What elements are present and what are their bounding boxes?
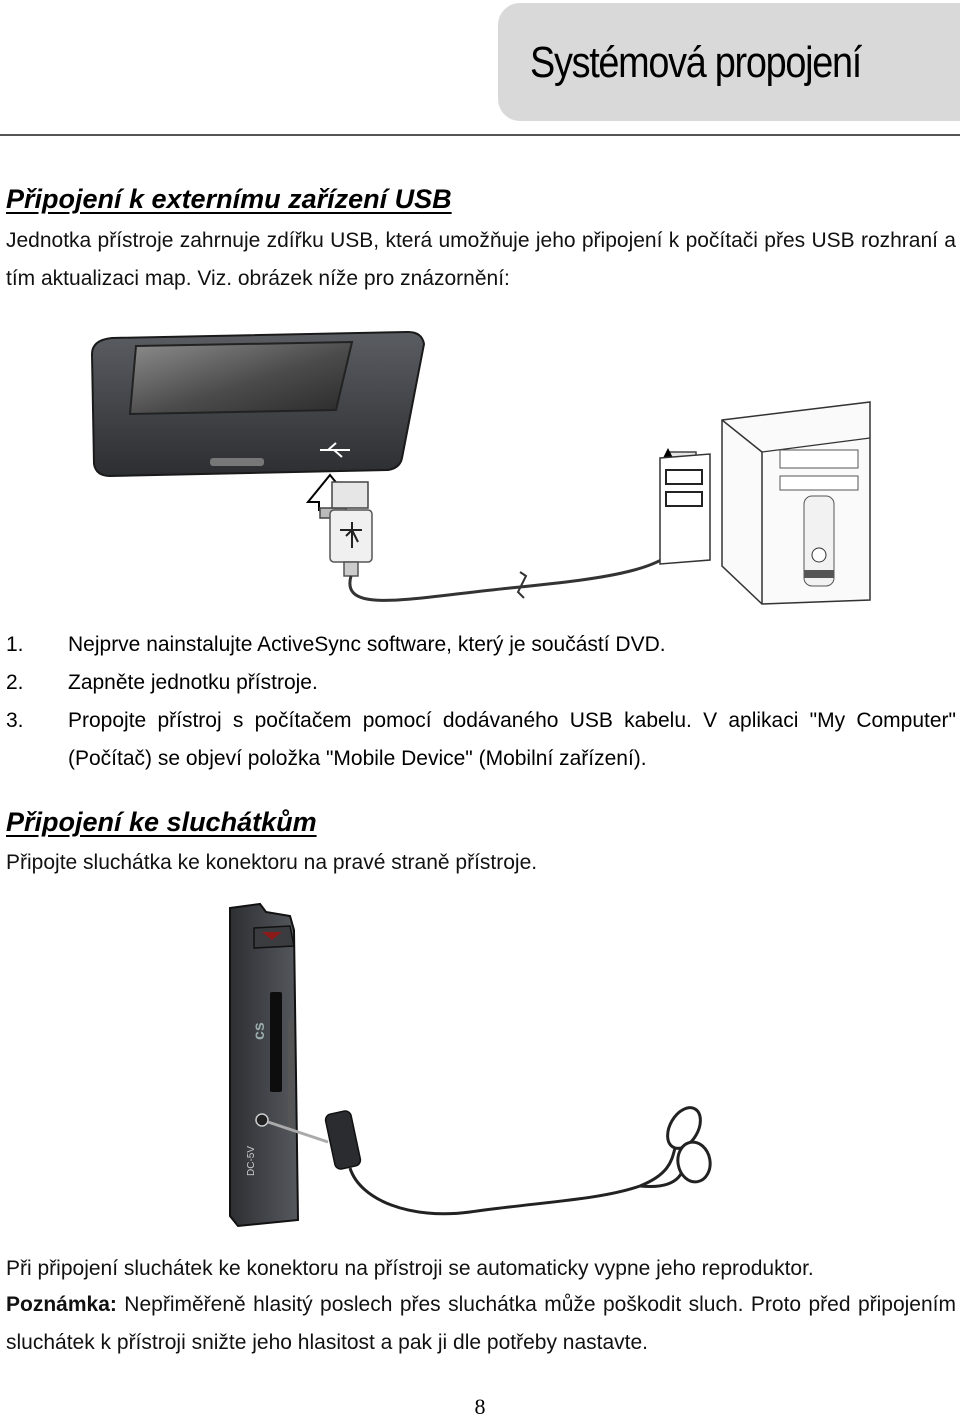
gps-device-image — [92, 332, 424, 476]
headphone-cable-line — [350, 1136, 680, 1214]
list-item — [6, 664, 956, 702]
step-number: 1. — [6, 633, 24, 656]
svg-text:cs: cs — [251, 1022, 268, 1040]
page-title: Systémová propojení — [530, 38, 861, 87]
device-side-view-image — [230, 904, 298, 1226]
usb-connection-illustration — [90, 330, 880, 610]
note-text: Nepřiměřeně hlasitý poslech přes sluchátka může poškodit sluch. Proto před připojením sluchátek k přístroji snižte jeho hlasitost a pak ji dle potřeby nastavte. — [6, 1293, 956, 1354]
list-item — [6, 626, 956, 664]
header-divider — [0, 134, 960, 136]
desktop-computer-image — [722, 402, 870, 604]
headphone-section-heading: Připojení ke sluchátkům — [6, 807, 317, 837]
note-label: Poznámka: — [6, 1293, 117, 1316]
earbuds-image — [661, 1102, 713, 1185]
headphone-info-text: Při připojení sluchátek ke konektoru na přístroji se automaticky vypne jeho reproduktor. — [6, 1257, 814, 1280]
svg-text:DC-5V: DC-5V — [246, 1145, 257, 1176]
headphone-intro-text: Připojte sluchátka ke konektoru na pravé straně přístroje. — [6, 851, 538, 874]
headphone-note — [6, 1286, 956, 1362]
step-text: Zapněte jednotku přístroje. — [68, 671, 318, 694]
list-item — [6, 702, 956, 778]
usb-section-heading: Připojení k externímu zařízení USB — [6, 184, 452, 214]
usb-setup-steps-list — [6, 626, 956, 778]
usb-cable-line — [350, 530, 686, 600]
step-number: 3. — [6, 709, 24, 732]
step-text: Propojte přístroj s počítačem pomocí dodávaného USB kabelu. V aplikaci "My Computer" (Počítač) se objeví položka "Mobile Device" (Mobilní zařízení). — [68, 709, 956, 770]
step-text: Nejprve nainstalujte ActiveSync software, který je součástí DVD. — [68, 633, 666, 656]
computer-usb-ports-image — [660, 454, 710, 564]
usb-intro-text: Jednotka přístroje zahrnuje zdířku USB, která umožňuje jeho připojení k počítači přes USB rozhraní a tím aktualizaci map. Viz. obrázek níže pro znázornění: — [6, 229, 956, 290]
headphone-connection-illustration — [210, 900, 750, 1230]
page-number: 8 — [474, 1394, 486, 1419]
step-number: 2. — [6, 671, 24, 694]
